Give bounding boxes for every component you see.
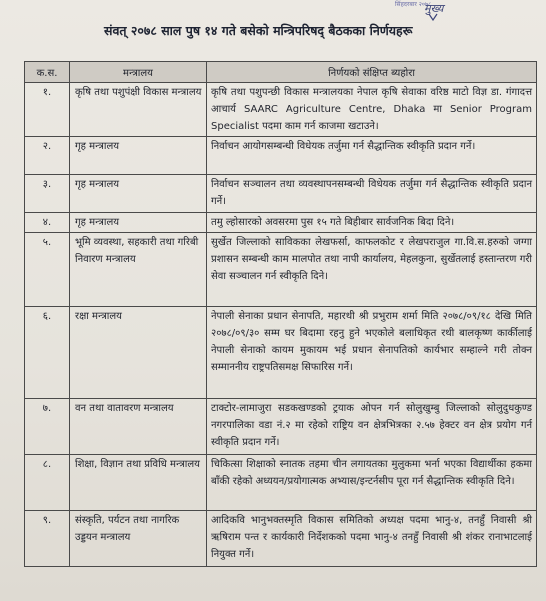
decision-text: निर्वाचन आयोगसम्बन्धी विधेयक तर्जुमा गर्न सैद्धान्तिक स्वीकृति प्रदान गर्ने।: [207, 137, 537, 175]
ministry-name: कृषि तथा पशुपंक्षी विकास मन्त्रालय: [70, 83, 207, 137]
serial-number: ८.: [25, 455, 70, 511]
serial-number: १.: [25, 83, 70, 137]
handwritten-note: मुख्य: [424, 2, 444, 15]
ministry-name: वन तथा वातावरण मन्त्रालय: [70, 399, 207, 455]
table-row: [25, 399, 537, 455]
serial-number: ७.: [25, 399, 70, 455]
ministry-name: गृह मन्त्रालय: [70, 137, 207, 175]
column-header-sn: क.स.: [25, 62, 70, 83]
serial-number: २.: [25, 137, 70, 175]
ministry-name: संस्कृति, पर्यटन तथा नागरिक उड्डयन मन्त्रालय: [70, 511, 207, 567]
decision-text: कृषि तथा पशुपन्छी विकास मन्त्रालयका नेपाल कृषि सेवाका वरिष्ठ माटो विज्ञ डा. गंगादत्त आचार्य SAARC Agriculture Centre, Dhaka मा Senior Program Specialist पदमा काम गर्न काजमा खटाउने।: [207, 83, 537, 137]
table-row: [25, 83, 537, 137]
decision-text: टाक्टोर-लामाजुरा सडकखण्डको ट्रयाक ओपन गर्न सोलुखुम्बु जिल्लाको सोलुदुधकुण्ड नगरपालिका वडा नं.२ मा रहेको राष्ट्रिय वन क्षेत्रभित्रका २.५७ हेक्टर वन क्षेत्र प्रयोग गर्न स्वीकृति प्रदान गर्ने।: [207, 399, 537, 455]
serial-number: ६.: [25, 307, 70, 399]
decision-text: आदिकवि भानुभक्तस्मृति विकास समितिको अध्यक्ष पदमा भानु-४, तनहुँ निवासी श्री ऋषिराम पन्त र कार्यकारी निर्देशकको पदमा भानु-४ तनहुँ निवासी श्री शंकर रानाभाटलाई नियुक्त गर्ने।: [207, 511, 537, 567]
table-row: [25, 175, 537, 213]
stamp-mark: सिंहदरबार २०७८: [395, 1, 432, 8]
serial-number: ५.: [25, 233, 70, 307]
decisions-table: [24, 61, 537, 567]
column-header-decision: निर्णयको संक्षिप्त ब्यहोरा: [207, 62, 537, 83]
insertion-caret-icon: [428, 13, 438, 21]
ministry-name: भूमि व्यवस्था, सहकारी तथा गरिबी निवारण मन्त्रालय: [70, 233, 207, 307]
ministry-name: शिक्षा, विज्ञान तथा प्रविधि मन्त्रालय: [70, 455, 207, 511]
table-row: [25, 137, 537, 175]
page-title: संवत् २०७८ साल पुष १४ गते बसेको मन्त्रिपरिषद् बैठकका निर्णयहरू: [104, 23, 413, 38]
table-row: [25, 307, 537, 399]
decision-text: तमु ल्होसारको अवसरमा पुस १५ गते बिहीबार सार्वजनिक बिदा दिने।: [207, 213, 537, 233]
table-row: [25, 213, 537, 233]
column-header-ministry: मन्त्रालय: [70, 62, 207, 83]
serial-number: ३.: [25, 175, 70, 213]
decision-text: चिकित्सा शिक्षाको स्नातक तहमा चीन लगायतका मुलुकमा भर्ना भएका विद्यार्थीका हकमा बाँकी रहेको अध्ययन/प्रयोगात्मक अभ्यास/इन्टर्नसीप पूरा गर्न सैद्धान्तिक स्वीकृति दिने।: [207, 455, 537, 511]
ministry-name: गृह मन्त्रालय: [70, 175, 207, 213]
serial-number: ९.: [25, 511, 70, 567]
table-row: [25, 511, 537, 567]
decision-text: निर्वाचन सञ्चालन तथा व्यवस्थापनसम्बन्धी विधेयक तर्जुमा गर्न सैद्धान्तिक स्वीकृति प्रदान गर्ने।: [207, 175, 537, 213]
decision-text: सुर्खेत जिल्लाको साविकका लेखफर्सा, काफलकोट र लेखपराजुल गा.वि.स.हरुको जग्गा प्रशासन सम्बन्धी काम मालपोत तथा नापी कार्यालय, मेहलकुना, सुर्खेतलाई हस्तान्तरण गरी सेवा सञ्चालन गर्न स्वीकृति दिने।: [207, 233, 537, 307]
serial-number: ४.: [25, 213, 70, 233]
table-row: [25, 455, 537, 511]
ministry-name: रक्षा मन्त्रालय: [70, 307, 207, 399]
decision-text: नेपाली सेनाका प्रधान सेनापति, महारथी श्री प्रभुराम शर्मा मिति २०७८/०९/१८ देखि मिति २०७८/०९/३० सम्म घर बिदामा रहनु हुने भएकोले बलाधिकृत रथी बालकृष्ण कार्कीलाई नेपाली सेनाको कायम मुकायम भई प्रधान सेनापतिको कार्यभार सम्हाल्ने गरी तोक्न सम्माननीय राष्ट्रपतिसमक्ष सिफारिस गर्ने।: [207, 307, 537, 399]
table-header-row: [25, 62, 537, 83]
ministry-name: गृह मन्त्रालय: [70, 213, 207, 233]
table-row: [25, 233, 537, 307]
